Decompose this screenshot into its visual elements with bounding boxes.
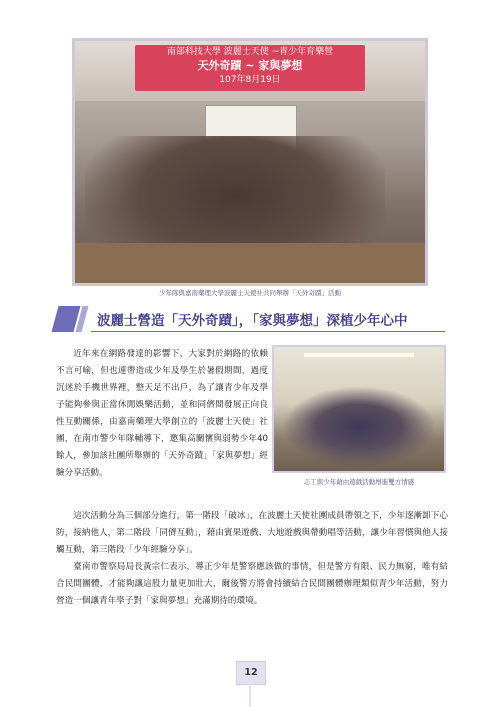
side-photo-caption: 志工與少年藉由遊戲活動增進雙方情感 [303,478,415,486]
ceiling-lights [304,353,414,357]
page-number-stem [249,683,251,707]
event-banner [135,45,365,91]
paragraph-3: 臺南市警察局局長黃宗仁表示，導正少年是警察應該做的事情，但是警方有限、民力無窮，唯有結合民間團體，才能夠讓這股力量更加壯大，爾後警方將會持續結合民間團體辦理類似青少年活動，努力營造一個讓青年學子對「家與夢想」充滿期待的環境。 [56,562,448,606]
paragraph-2-block [56,508,448,559]
banner-line-3: 107年8月19日 [219,75,281,85]
paragraph-1: 近年來在網路發達的影響下，大家對於網路的依賴不言可喻，但也連帶造成少年及學生於暑假期間，過度沉迷於手機世界裡，整天足不出戶，為了讓青少年及學子能夠參與正當休閒娛樂活動，並和同儕間發展正向良性互動關係，由嘉南藥理大學創立的「波麗士天使」社團，在南市警少年隊輔導下，邀集高關懷與弱勢少年40餘人，參加該社團所舉辦的「天外奇蹟」「家與夢想」經驗分享活動。 [56,349,268,478]
stage-floor [75,243,425,283]
heading-underline [91,331,445,332]
page-number: 12 [236,661,266,685]
top-photo-caption: 少年隊與嘉南藥理大學波麗士天使社共同舉辦「天外奇蹟」活動 [159,289,341,297]
section-title: 波麗士營造「天外奇蹟」，「家與夢想」深植少年心中 [97,313,408,329]
group-photo-frame [72,38,428,286]
paragraph-2: 這次活動分為三個部分進行，第一階段「破冰」，在波麗士天使社團成員帶領之下，少年逐漸卸下心防，接納他人，第二階段「同儕互動」，藉由賓果遊戲、大地遊戲與帶動唱等活動，讓少年習慣與他人接觸互動，第三階段「少年經驗分享」。 [56,511,448,555]
side-photo [274,347,444,471]
side-photo-frame [272,345,446,473]
paragraph-3-block [56,559,448,610]
banner-line-1: 南部科技大學 波麗士天使 ~青少年育樂營 [166,47,334,57]
volunteers-and-youth [284,387,434,467]
paragraph-1-block [56,346,268,482]
section-heading [55,306,445,332]
group-photo [75,41,425,283]
banner-line-2: 天外奇蹟 ~ 家與夢想 [197,59,303,72]
